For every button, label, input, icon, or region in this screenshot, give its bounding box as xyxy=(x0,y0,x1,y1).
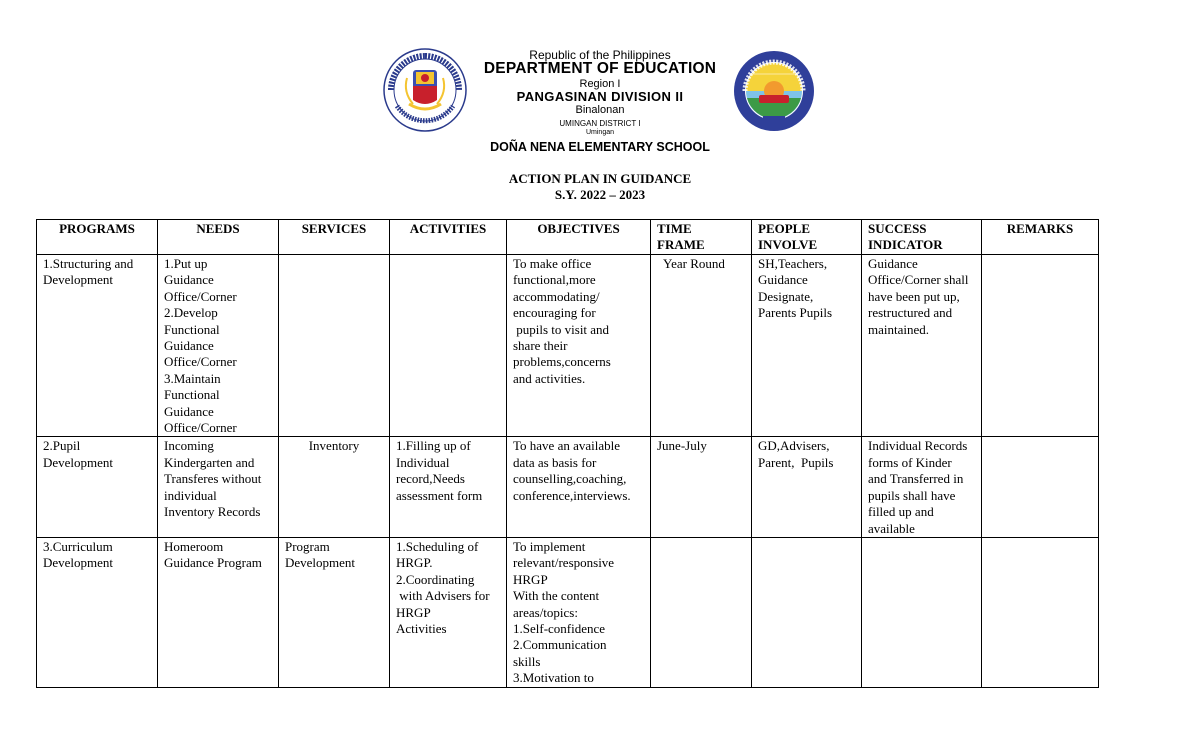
action-plan-table xyxy=(36,219,1099,688)
cell-text-line: with Advisers for xyxy=(396,588,490,604)
cell-text-line: Guidance xyxy=(758,272,808,288)
pangasinan-division-seal-icon xyxy=(733,50,815,132)
header-success-line-1: SUCCESS xyxy=(868,221,927,236)
cell-text-line: 1.Scheduling of xyxy=(396,538,479,554)
cell-text-line: Kindergarten and xyxy=(164,454,255,470)
header-needs: NEEDS xyxy=(158,220,279,255)
cell-text-line: Development xyxy=(43,272,114,288)
header-people-line-1: PEOPLE xyxy=(758,221,811,236)
cell-text-line: forms of Kinder xyxy=(868,454,952,470)
cell-text-line: HRGP xyxy=(396,604,431,620)
cell-text-line: Guidance Program xyxy=(164,555,262,571)
cell-people xyxy=(752,537,862,687)
cell-text-line: 1.Structuring and xyxy=(43,256,134,271)
cell-text-line: Inventory Records xyxy=(164,504,261,520)
cell-text-line: pupils to visit and xyxy=(513,321,610,337)
header-time-frame-line-2: FRAME xyxy=(657,237,705,253)
cell-text-line: 3.Maintain xyxy=(164,370,221,386)
cell-text-line: HRGP xyxy=(513,571,548,587)
cell-text-line: filled up and xyxy=(868,504,934,520)
cell-success xyxy=(862,437,982,537)
district-line: UMINGAN DISTRICT I xyxy=(559,119,641,128)
cell-text-line: Functional xyxy=(164,321,220,337)
cell-text-line: data as basis for xyxy=(513,454,597,470)
cell-text-line: To implement xyxy=(513,538,586,554)
header-objectives: OBJECTIVES xyxy=(507,220,651,255)
cell-text-line: relevant/responsive xyxy=(513,555,615,571)
cell-success xyxy=(862,537,982,687)
cell-text-line: encouraging for xyxy=(513,305,596,321)
cell-people xyxy=(752,437,862,537)
school-name: DOÑA NENA ELEMENTARY SCHOOL xyxy=(490,140,710,154)
table-body xyxy=(37,255,1099,688)
cell-text-line: June-July xyxy=(657,438,707,454)
cell-text-line: Incoming xyxy=(164,438,214,454)
cell-text-line: restructured and xyxy=(868,305,953,321)
cell-activities xyxy=(390,255,507,437)
cell-text-line: To have an available xyxy=(513,438,621,454)
cell-remarks xyxy=(982,537,1099,687)
cell-programs xyxy=(37,255,158,437)
cell-text-line: 1.Put up xyxy=(164,256,208,271)
cell-text-line: maintained. xyxy=(868,321,930,337)
cell-text-line: Individual xyxy=(396,454,450,470)
cell-success xyxy=(862,255,982,437)
school-year: S.Y. 2022 – 2023 xyxy=(554,187,646,202)
cell-text-line: and activities. xyxy=(513,370,586,386)
cell-text-line: areas/topics: xyxy=(513,604,578,620)
cell-text-line: Program xyxy=(285,538,330,554)
cell-needs xyxy=(158,537,279,687)
document-title: ACTION PLAN IN GUIDANCE xyxy=(508,171,692,186)
cell-people xyxy=(752,255,862,437)
cell-text-line: pupils shall have xyxy=(868,487,956,503)
cell-objectives xyxy=(507,255,651,437)
cell-text-line: and Transferred in xyxy=(868,471,964,487)
cell-text-line: GD,Advisers, xyxy=(758,438,830,454)
cell-text-line: Parent, Pupils xyxy=(758,454,834,470)
table-header-row xyxy=(37,220,1099,255)
cell-text-line: record,Needs xyxy=(396,471,465,487)
header-activities: ACTIVITIES xyxy=(390,220,507,255)
cell-time-frame xyxy=(651,255,752,437)
letterhead xyxy=(0,0,1200,215)
cell-activities xyxy=(390,537,507,687)
cell-objectives xyxy=(507,437,651,537)
header-programs: PROGRAMS xyxy=(37,220,158,255)
cell-services xyxy=(279,437,390,537)
cell-remarks xyxy=(982,437,1099,537)
cell-objectives xyxy=(507,537,651,687)
cell-programs xyxy=(37,537,158,687)
cell-text-line: Functional xyxy=(164,387,220,403)
cell-text-line: 1.Filling up of xyxy=(396,438,471,454)
cell-text-line: Guidance xyxy=(164,403,214,419)
deped-seal-icon xyxy=(383,48,467,132)
cell-text-line: HRGP. xyxy=(396,555,433,571)
header-remarks: REMARKS xyxy=(982,220,1099,255)
cell-text-line: To make office xyxy=(513,256,592,271)
table-row xyxy=(37,437,1099,537)
cell-services xyxy=(279,255,390,437)
cell-text-line: Office/Corner shall xyxy=(868,272,969,288)
cell-time-frame xyxy=(651,537,752,687)
cell-text-line: skills xyxy=(513,653,541,669)
cell-text-line: 2.Coordinating xyxy=(396,571,475,587)
cell-text-line: Development xyxy=(285,555,356,571)
cell-activities xyxy=(390,437,507,537)
cell-text-line: Parents Pupils xyxy=(758,305,833,321)
cell-text-line: Office/Corner xyxy=(164,288,237,304)
cell-needs xyxy=(158,255,279,437)
cell-text-line: problems,concerns xyxy=(513,354,611,370)
cell-text-line: Inventory xyxy=(308,438,360,454)
cell-text-line: Designate, xyxy=(758,288,814,304)
header-success-line-2: INDICATOR xyxy=(868,237,943,253)
cell-text-line: 3.Motivation to xyxy=(513,670,594,686)
cell-text-line: 3.Curriculum xyxy=(43,538,113,554)
header-time-frame xyxy=(651,220,752,255)
town-line: Umingan xyxy=(585,129,614,136)
cell-text-line: Guidance xyxy=(868,256,918,271)
cell-needs xyxy=(158,437,279,537)
cell-text-line: 2.Pupil xyxy=(43,438,81,454)
header-people-line-2: INVOLVE xyxy=(758,237,818,253)
cell-text-line: SH,Teachers, xyxy=(758,256,828,271)
cell-text-line: Individual Records xyxy=(868,438,968,454)
cell-services xyxy=(279,537,390,687)
cell-text-line: accommodating/ xyxy=(513,288,600,304)
header-success-indicator xyxy=(862,220,982,255)
cell-text-line: 2.Develop xyxy=(164,305,218,321)
table-row xyxy=(37,537,1099,687)
cell-text-line: 1.Self-confidence xyxy=(513,620,606,636)
department-line: DEPARTMENT OF EDUCATION xyxy=(483,60,717,77)
cell-text-line: With the content xyxy=(513,588,600,604)
cell-text-line: Year Round xyxy=(657,256,725,271)
cell-text-line: Development xyxy=(43,454,114,470)
cell-text-line: Guidance xyxy=(164,272,214,288)
cell-text-line: Homeroom xyxy=(164,538,224,554)
cell-text-line: counselling,coaching, xyxy=(513,471,627,487)
cell-text-line: individual xyxy=(164,487,217,503)
header-time-frame-line-1: TIME xyxy=(657,221,692,236)
cell-text-line: Guidance xyxy=(164,338,214,354)
cell-text-line: Activities xyxy=(396,620,447,636)
cell-text-line: Office/Corner xyxy=(164,354,237,370)
cell-text-line: conference,interviews. xyxy=(513,487,631,503)
header-people-involve xyxy=(752,220,862,255)
cell-text-line: have been put up, xyxy=(868,288,960,304)
cell-text-line: Transferes without xyxy=(164,471,262,487)
cell-text-line: Office/Corner xyxy=(164,420,237,436)
municipality-line: Binalonan xyxy=(575,104,625,116)
cell-time-frame xyxy=(651,437,752,537)
table-row xyxy=(37,255,1099,437)
cell-text-line: assessment form xyxy=(396,487,483,503)
republic-line: Republic of the Philippines xyxy=(529,48,671,62)
cell-text-line: 2.Communication xyxy=(513,637,607,653)
region-line: Region I xyxy=(579,78,621,90)
header-services: SERVICES xyxy=(279,220,390,255)
cell-text-line: available xyxy=(868,520,915,536)
cell-programs xyxy=(37,437,158,537)
division-line: PANGASINAN DIVISION II xyxy=(516,89,684,104)
cell-text-line: share their xyxy=(513,338,568,354)
cell-text-line: Development xyxy=(43,555,114,571)
cell-text-line: functional,more xyxy=(513,272,596,288)
cell-remarks xyxy=(982,255,1099,437)
